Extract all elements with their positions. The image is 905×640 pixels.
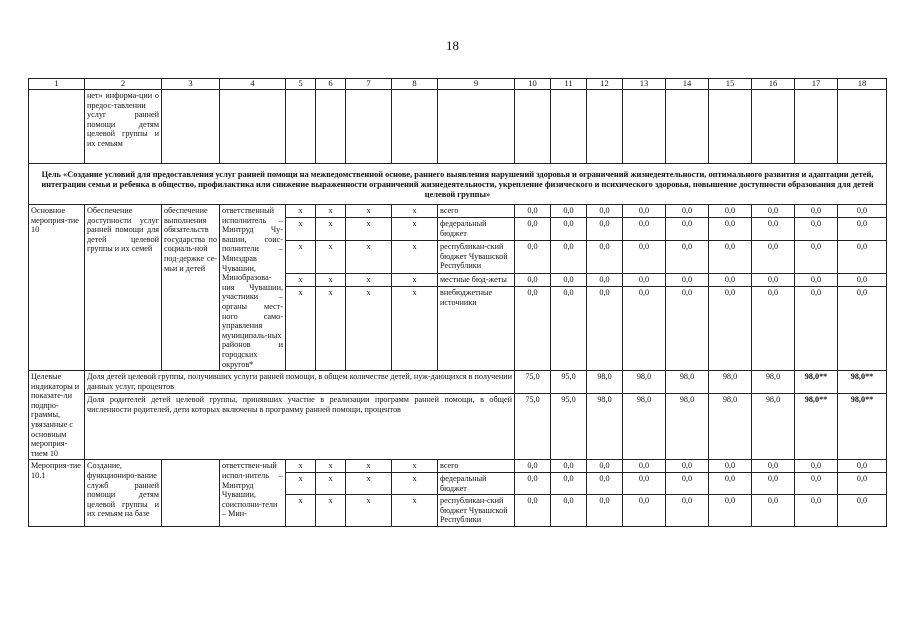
- goal-text: Цель «Создание условий для предоставления услуг ранней помощи на межведомственной основе, раннего выявления нарушений здоровья и ограничений жизнедеятельности, оптимального развития и адаптации детей, интеграции семьи и ребенка в общество, профилактика или снижение выраженности ограничений жизнедеятельности, укрепление физического и психического здоровья, повышение доступности образования для детей целевой группы»: [29, 164, 887, 205]
- cell-x: x: [392, 460, 438, 473]
- value-cell: 0,0: [623, 218, 666, 241]
- indicator-text: Доля родителей детей целевой группы, принявших участие в реализации программ ранней помощи, в общей численности родителей, дети которых включены в программу ранней помощи, процентов: [85, 394, 515, 460]
- measure-10-name: Обеспечение доступности услуг ранней помощи для детей целевой группы и их семей: [85, 205, 162, 371]
- value-cell: 0,0: [838, 287, 887, 371]
- measure-10-1-row: [29, 460, 887, 473]
- carry-over-text: нет» информа-ции о предос-тавлении услуг ранней помощи детям целевой группы и их семьям: [85, 90, 162, 164]
- value-cell: 98,0: [666, 371, 709, 394]
- value-cell: 0,0: [587, 473, 623, 495]
- page-number: 18: [446, 38, 459, 53]
- value-cell: 0,0: [666, 460, 709, 473]
- column-number: 8: [392, 79, 438, 90]
- cell-x: x: [392, 205, 438, 218]
- cell-x: x: [392, 274, 438, 287]
- value-cell: 0,0: [515, 218, 551, 241]
- column-number: 17: [795, 79, 838, 90]
- value-cell: 0,0: [752, 495, 795, 527]
- value-cell: 0,0: [587, 205, 623, 218]
- cell-x: x: [346, 495, 392, 527]
- value-cell: 0,0: [709, 218, 752, 241]
- value-cell: 0,0: [709, 287, 752, 371]
- value-cell: 0,0: [795, 241, 838, 274]
- cell-x: x: [316, 287, 346, 371]
- value-cell: 0,0: [623, 205, 666, 218]
- value-cell: 0,0: [752, 218, 795, 241]
- cell-x: x: [346, 473, 392, 495]
- value-cell: 0,0: [666, 218, 709, 241]
- value-cell: 0,0: [623, 495, 666, 527]
- column-number: 9: [438, 79, 515, 90]
- value-cell: 0,0: [752, 274, 795, 287]
- cell-x: x: [392, 287, 438, 371]
- value-cell: 98,0: [587, 371, 623, 394]
- value-cell: 0,0: [551, 287, 587, 371]
- cell-x: x: [346, 218, 392, 241]
- cell-x: x: [392, 495, 438, 527]
- value-cell: 0,0: [515, 460, 551, 473]
- column-number: 3: [162, 79, 220, 90]
- value-cell: 0,0: [795, 274, 838, 287]
- value-cell: 0,0: [752, 460, 795, 473]
- measure-10-goal: обеспечение выполнения обязательств государства по социаль-ной под-держке се-мьи и детей: [162, 205, 220, 371]
- measure-10-row: [29, 205, 887, 218]
- value-cell: 0,0: [587, 241, 623, 274]
- value-cell: 0,0: [515, 205, 551, 218]
- value-cell: 0,0: [666, 205, 709, 218]
- value-cell: 0,0: [551, 218, 587, 241]
- column-number: 4: [220, 79, 286, 90]
- value-cell: 98,0**: [838, 371, 887, 394]
- value-cell: 0,0: [795, 287, 838, 371]
- value-cell: 98,0: [709, 394, 752, 460]
- value-cell: 0,0: [838, 218, 887, 241]
- value-cell: 0,0: [623, 241, 666, 274]
- value-cell: 0,0: [623, 287, 666, 371]
- column-number: 10: [515, 79, 551, 90]
- column-number-row: [29, 79, 887, 90]
- value-cell: 0,0: [515, 495, 551, 527]
- value-cell: 0,0: [709, 495, 752, 527]
- goal-row: [29, 164, 887, 205]
- value-cell: 0,0: [709, 241, 752, 274]
- funding-source: республикан-ский бюджет Чувашской Республики: [438, 495, 515, 527]
- value-cell: 98,0**: [838, 394, 887, 460]
- value-cell: 0,0: [795, 495, 838, 527]
- cell-x: x: [286, 241, 316, 274]
- value-cell: 98,0: [623, 371, 666, 394]
- measure-10-1-name: Создание, функциониро-вание служб ранней помощи детям целевой группы и их семьям на базе: [85, 460, 162, 527]
- value-cell: 0,0: [752, 241, 795, 274]
- value-cell: 0,0: [709, 274, 752, 287]
- funding-source: федеральный бюджет: [438, 473, 515, 495]
- funding-source: республикан-ский бюджет Чувашской Республики: [438, 241, 515, 274]
- measure-10-executor: ответственный исполнитель – Минтруд Чу-вашии, соис-полнители – Минздрав Чувашии, Минобразова-ния Чувашии, участники – органы мест-ного само-управления муниципаль-ных районов и городских округов*: [220, 205, 286, 371]
- indicators-title: Целевые индикаторы и показате-ли подпро-граммы, увязанные с основным мероприя-тием 10: [29, 371, 85, 460]
- funding-source: всего: [438, 460, 515, 473]
- value-cell: 0,0: [623, 460, 666, 473]
- cell-x: x: [316, 241, 346, 274]
- column-number: 7: [346, 79, 392, 90]
- value-cell: 0,0: [551, 205, 587, 218]
- cell-x: x: [286, 205, 316, 218]
- value-cell: 0,0: [587, 218, 623, 241]
- value-cell: 0,0: [838, 274, 887, 287]
- column-number: 11: [551, 79, 587, 90]
- column-number: 2: [85, 79, 162, 90]
- cell-x: x: [392, 218, 438, 241]
- value-cell: 0,0: [551, 473, 587, 495]
- cell-x: x: [316, 218, 346, 241]
- cell-x: x: [392, 241, 438, 274]
- cell-x: x: [346, 274, 392, 287]
- value-cell: 0,0: [587, 274, 623, 287]
- value-cell: 0,0: [838, 205, 887, 218]
- value-cell: 0,0: [623, 473, 666, 495]
- cell-x: x: [316, 205, 346, 218]
- value-cell: 95,0: [551, 394, 587, 460]
- value-cell: 98,0**: [795, 371, 838, 394]
- funding-source: внебюджетные источники: [438, 287, 515, 371]
- funding-source: местные бюд-жеты: [438, 274, 515, 287]
- cell-x: x: [316, 473, 346, 495]
- value-cell: 75,0: [515, 371, 551, 394]
- value-cell: 0,0: [587, 287, 623, 371]
- indicator-text: Доля детей целевой группы, получивших услуги ранней помощи, в общем количестве детей, нуж-дающихся в получении данных услуг, процентов: [85, 371, 515, 394]
- cell-x: x: [346, 241, 392, 274]
- cell-x: x: [286, 473, 316, 495]
- value-cell: 0,0: [515, 473, 551, 495]
- column-number: 13: [623, 79, 666, 90]
- value-cell: 0,0: [795, 473, 838, 495]
- value-cell: 0,0: [587, 495, 623, 527]
- value-cell: 0,0: [752, 205, 795, 218]
- value-cell: 98,0: [709, 371, 752, 394]
- measure-10-1-title: Мероприя-тие 10.1: [29, 460, 85, 527]
- funding-source: всего: [438, 205, 515, 218]
- value-cell: 0,0: [623, 274, 666, 287]
- cell-x: x: [316, 460, 346, 473]
- value-cell: 98,0**: [795, 394, 838, 460]
- measure-10-title: Основное мероприя-тие 10: [29, 205, 85, 371]
- value-cell: 0,0: [752, 287, 795, 371]
- column-number: 5: [286, 79, 316, 90]
- value-cell: 0,0: [838, 460, 887, 473]
- value-cell: 0,0: [666, 241, 709, 274]
- value-cell: 98,0: [752, 371, 795, 394]
- column-number: 16: [752, 79, 795, 90]
- column-number: 15: [709, 79, 752, 90]
- value-cell: 0,0: [795, 205, 838, 218]
- column-number: 14: [666, 79, 709, 90]
- value-cell: 0,0: [709, 205, 752, 218]
- value-cell: 98,0: [623, 394, 666, 460]
- value-cell: 0,0: [666, 473, 709, 495]
- carry-over-row: [29, 90, 887, 164]
- value-cell: 0,0: [666, 287, 709, 371]
- value-cell: 0,0: [709, 460, 752, 473]
- column-number: 6: [316, 79, 346, 90]
- value-cell: 0,0: [752, 473, 795, 495]
- cell-x: x: [346, 205, 392, 218]
- cell-x: x: [316, 495, 346, 527]
- value-cell: 0,0: [666, 495, 709, 527]
- value-cell: 0,0: [551, 495, 587, 527]
- column-number: 18: [838, 79, 887, 90]
- value-cell: 0,0: [795, 218, 838, 241]
- indicator-row: [29, 394, 887, 460]
- value-cell: 0,0: [666, 274, 709, 287]
- value-cell: 0,0: [838, 473, 887, 495]
- column-number: 12: [587, 79, 623, 90]
- value-cell: 0,0: [838, 495, 887, 527]
- cell-x: x: [316, 274, 346, 287]
- value-cell: 0,0: [551, 274, 587, 287]
- cell-x: x: [392, 473, 438, 495]
- value-cell: 0,0: [551, 460, 587, 473]
- value-cell: 98,0: [587, 394, 623, 460]
- cell-x: x: [286, 274, 316, 287]
- cell-x: x: [346, 287, 392, 371]
- cell-x: x: [286, 218, 316, 241]
- cell-x: x: [346, 460, 392, 473]
- measure-10-1-executor: ответствен-ный испол-нитель – Минтруд Чувашии, соисполни-тели – Мин-: [220, 460, 286, 527]
- value-cell: 0,0: [515, 287, 551, 371]
- value-cell: 75,0: [515, 394, 551, 460]
- cell-x: x: [286, 460, 316, 473]
- value-cell: 98,0: [666, 394, 709, 460]
- cell-x: x: [286, 287, 316, 371]
- value-cell: 95,0: [551, 371, 587, 394]
- value-cell: 98,0: [752, 394, 795, 460]
- value-cell: 0,0: [838, 241, 887, 274]
- value-cell: 0,0: [795, 460, 838, 473]
- program-table: [28, 78, 874, 527]
- cell-x: x: [286, 495, 316, 527]
- value-cell: 0,0: [587, 460, 623, 473]
- value-cell: 0,0: [515, 274, 551, 287]
- value-cell: 0,0: [551, 241, 587, 274]
- value-cell: 0,0: [709, 473, 752, 495]
- value-cell: 0,0: [515, 241, 551, 274]
- indicator-row: [29, 371, 887, 394]
- column-number: 1: [29, 79, 85, 90]
- funding-source: федеральный бюджет: [438, 218, 515, 241]
